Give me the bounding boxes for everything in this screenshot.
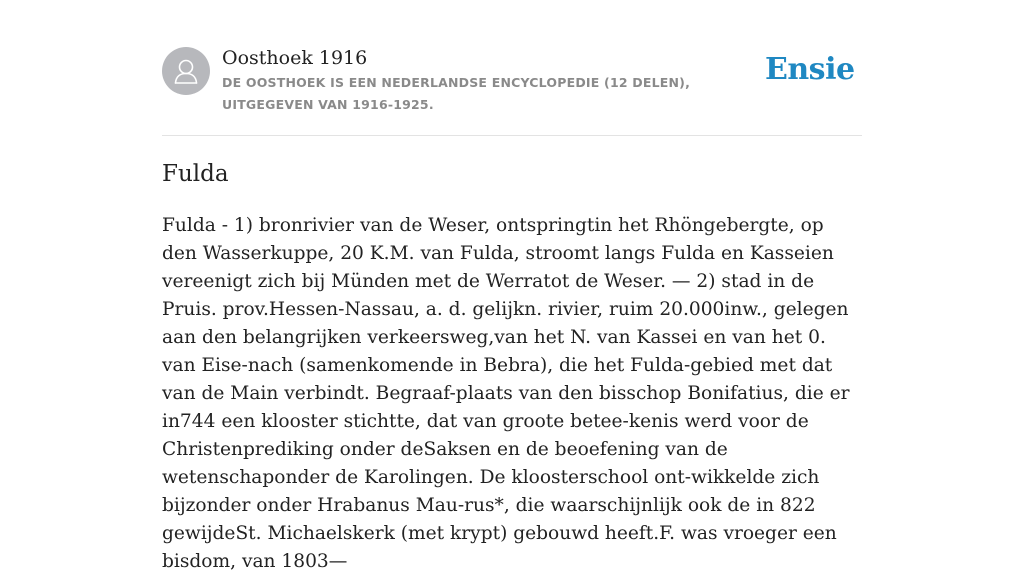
source-name[interactable]: Oosthoek 1916 [222,47,368,69]
ensie-logo[interactable]: Ensie [765,52,855,87]
article-title: Fulda [162,161,229,187]
source-avatar[interactable] [162,47,210,95]
source-header [162,46,862,116]
article-body: Fulda - 1) bronrivier van de Weser, ontspringtin het Rhöngebergte, op den Wasserkuppe, 20 K.M. van Fulda, stroomt langs Fulda en Kasseien vereenigt zich bij Münden met de Werratot de Weser. — 2) stad in de Pruis. prov.Hessen-Nassau, a. d. gelijkn. rivier, ruim 20.000inw., gelegen aan den belangrijken verkeersweg,van het N. van Kassei en van het 0. van Eise-nach (samenkomende in Bebra), die het Fulda-gebied met dat van de Main verbindt. Begraaf-plaats van den bisschop Bonifatius, die er in744 een klooster stichtte, dat van groote betee-kenis werd voor de Christenprediking onder deSaksen en de beoefening van de wetenschaponder de Karolingen. De kloosterschool ont-wikkelde zich bijzonder onder Hrabanus Mau-rus*, die waarschijnlijk ook de in 822 gewijdeSt. Michaelskerk (met krypt) gebouwd heeft.F. was vroeger een bisdom, van 1803— [162,215,850,572]
source-description: DE OOSTHOEK IS EEN NEDERLANDSE ENCYCLOPEDIE (12 DELEN), UITGEGEVEN VAN 1916-1925. [222,75,691,112]
user-silhouette-icon [162,47,210,95]
header-divider [162,135,862,136]
